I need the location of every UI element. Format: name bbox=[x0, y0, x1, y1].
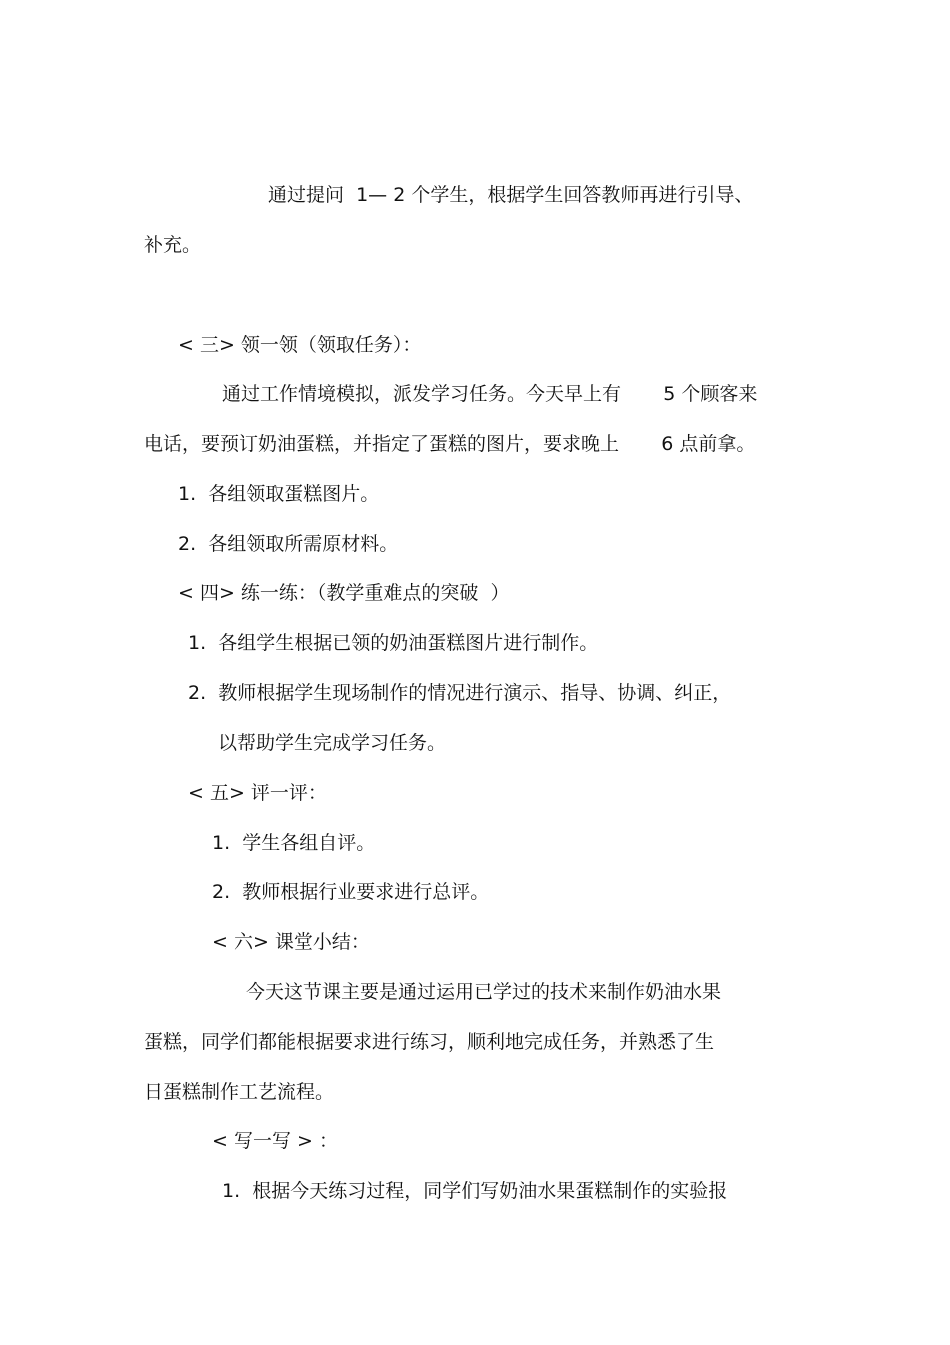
list-item: 2. 教师根据行业要求进行总评。 bbox=[212, 881, 490, 903]
paragraph-line: 通过提问 1— 2 个学生，根据学生回答教师再进行引导、 bbox=[268, 184, 754, 206]
list-item: 1. 各组领取蛋糕图片。 bbox=[178, 483, 380, 505]
section-heading: < 三> 领一领（领取任务）： bbox=[178, 334, 422, 356]
section-heading: < 六> 课堂小结： bbox=[212, 931, 370, 953]
paragraph-line: 电话，要预订奶油蛋糕，并指定了蛋糕的图片，要求晚上 6 点前拿。 bbox=[144, 433, 756, 455]
section-heading: < 写一写 > ： bbox=[212, 1130, 338, 1152]
list-item: 1. 根据今天练习过程，同学们写奶油水果蛋糕制作的实验报 bbox=[222, 1180, 728, 1202]
list-item: 1. 各组学生根据已领的奶油蛋糕图片进行制作。 bbox=[188, 632, 599, 654]
section-heading: < 四> 练一练：（教学重难点的突破 ） bbox=[178, 582, 510, 604]
paragraph-line: 通过工作情境模拟，派发学习任务。今天早上有 5 个顾客来 bbox=[222, 383, 758, 405]
paragraph-line: 今天这节课主要是通过运用已学过的技术来制作奶油水果 bbox=[246, 981, 722, 1003]
paragraph-line: 日蛋糕制作工艺流程。 bbox=[144, 1081, 335, 1103]
paragraph-line: 蛋糕，同学们都能根据要求进行练习，顺利地完成任务，并熟悉了生 bbox=[144, 1031, 715, 1053]
section-heading: < 五> 评一评： bbox=[188, 782, 327, 804]
paragraph-line: 补充。 bbox=[144, 234, 202, 256]
list-item: 2. 各组领取所需原材料。 bbox=[178, 533, 399, 555]
list-item-continuation: 以帮助学生完成学习任务。 bbox=[218, 732, 447, 754]
list-item: 1. 学生各组自评。 bbox=[212, 832, 376, 854]
list-item: 2. 教师根据学生现场制作的情况进行演示、指导、协调、纠正， bbox=[188, 682, 732, 704]
